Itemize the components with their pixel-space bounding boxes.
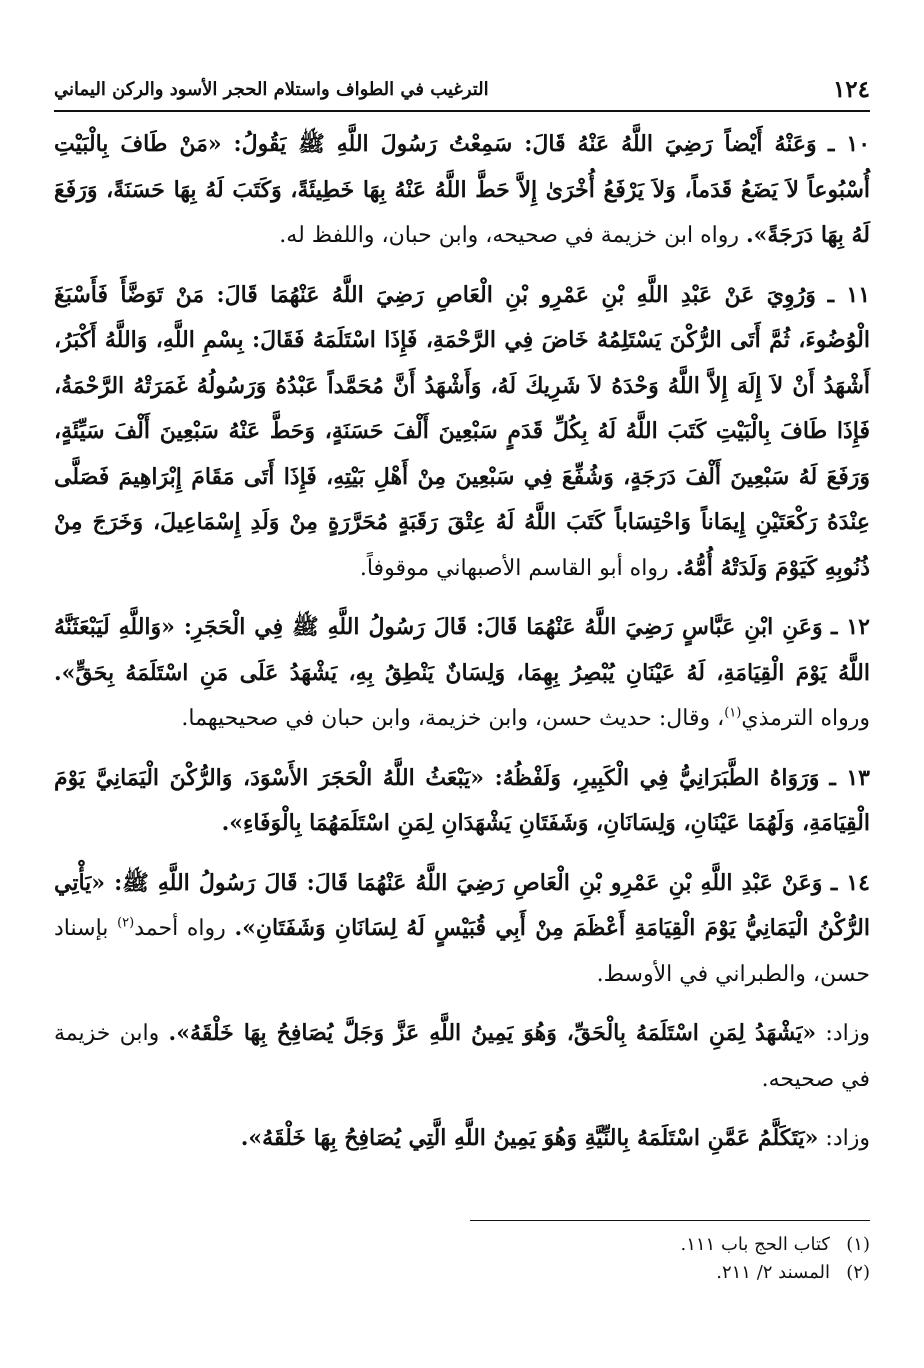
footnote-ref-1[interactable]: (١): [724, 705, 742, 721]
hadith-13: [54, 756, 870, 847]
hadith-number: ١٤ ـ: [830, 869, 870, 896]
footnote-text: كتاب الحج باب ١١١.: [680, 1234, 830, 1255]
hadith-text: وَرَوَاهُ الطَّبَرَانِيُّ فِي الْكَبِيرِ، وَلَفْظُهُ: «يَبْعَثُ اللَّهُ الْحَجَرَ الأَسْوَدَ، وَالرُّكْنَ الْيَمَانِيَّ يَوْمَ الْقِيَامَةِ، وَلَهُمَا عَيْنَانِ، وَلِسَانَانِ، وَشَفَتَانِ يَشْهَدَانِ لِمَنِ اسْتَلَمَهُمَا بِالْوَفَاءِ».: [54, 764, 870, 836]
hadith-number: ١٢ ـ: [830, 614, 870, 640]
running-header: [54, 76, 870, 112]
hadith-number: ١١ ـ: [827, 281, 871, 308]
footnote-mark: (٢): [846, 1262, 870, 1283]
addendum-text: «يَتَكَلَّمُ عَمَّنِ اسْتَلَمَهُ بِالنِّيَّةِ وَهُوَ يَمِينُ اللَّهِ الَّتِي يُصَافِحُ بِهَا خَلْقَهُ».: [240, 1125, 819, 1151]
addendum-prefix: وزاد:: [816, 1021, 871, 1046]
addendum-prefix: وزاد:: [818, 1126, 870, 1151]
hadith-text: وَعَنْهُ أَيْضاً رَضِيَ اللَّهُ عَنْهُ قَالَ: سَمِعْتُ رَسُولَ اللَّهِ ﷺ يَقُولُ: «مَنْ طَافَ بِالْبَيْتِ أُسْبُوعاً لاَ يَضَعُ قَدَماً، وَلاَ يَرْفَعُ أُخْرَىٰ إِلاَّ حَطَّ اللَّهُ عَنْهُ بِهَا خَطِيئَةً، وَكَتَبَ لَهُ بِهَا حَسَنَةً، وَرَفَعَ لَهُ بِهَا دَرَجَةً».: [54, 131, 870, 248]
hadith-text: وَرُوِيَ عَنْ عَبْدِ اللَّهِ بْنِ عَمْرِو بْنِ الْعَاصِ رَضِيَ اللَّهُ عَنْهُمَا قَالَ: مَنْ تَوَضَّأَ فَأَسْبَغَ الْوُضُوءَ، ثُمَّ أَتَى الرُّكْنَ يَسْتَلِمُهُ خَاضَ فِي الرَّحْمَةِ، فَإِذَا اسْتَلَمَهُ فَقَالَ: بِسْمِ اللَّهِ، وَاللَّهُ أَكْبَرُ، أَشْهَدُ أَنْ لاَ إِلَهَ إِلاَّ اللَّهُ وَحْدَهُ لاَ شَرِيكَ لَهُ، وَأَشْهَدُ أَنَّ مُحَمَّداً عَبْدُهُ وَرَسُولُهُ غَمَرَتْهُ الرَّحْمَةُ، فَإِذَا طَافَ بِالْبَيْتِ كَتَبَ اللَّهُ لَهُ بِكُلِّ قَدَمٍ سَبْعِينَ أَلْفَ حَسَنَةٍ، وَحَطَّ عَنْهُ سَبْعِينَ أَلْفَ سَيِّئَةٍ، وَرَفَعَ لَهُ سَبْعِينَ أَلْفَ دَرَجَةٍ، وَشُفِّعَ فِي سَبْعِينَ مِنْ أَهْلِ بَيْتِهِ، فَإِذَا أَتَى مَقَامَ إِبْرَاهِيمَ فَصَلَّى عِنْدَهُ رَكْعَتَيْنِ إِيمَاناً وَاحْتِسَاباً كَتَبَ اللَّهُ لَهُ عِتْقَ رَقَبَةٍ مُحَرَّرَةٍ مِنْ وَلَدِ إِسْمَاعِيلَ، وَخَرَجَ مِنْ ذُنُوبِهِ كَيَوْمَ وَلَدَتْهُ أُمُّهُ.: [54, 281, 870, 581]
hadith-text: وَعَنِ ابْنِ عَبَّاسٍ رَضِيَ اللَّهُ عَنْهُمَا قَالَ: قَالَ رَسُولُ اللَّهِ ﷺ فِي الْحَجَرِ: «وَاللَّهِ لَيَبْعَثَنَّهُ اللَّهُ يَوْمَ الْقِيَامَةِ، لَهُ عَيْنَانِ يُبْصِرُ بِهِمَا، وَلِسَانٌ يَنْطِقُ بِهِ، يَشْهَدُ عَلَى مَنِ اسْتَلَمَهُ بِحَقٍّ».: [54, 614, 870, 686]
hadith-14: [54, 861, 870, 998]
addendum-source: وابن خزيمة في صحيحه.: [54, 1021, 870, 1092]
hadith-11: [54, 273, 870, 592]
hadith-source: رواه أبو القاسم الأصبهاني موقوفاً.: [359, 555, 676, 581]
addendum-text: «يَشْهَدُ لِمَنِ اسْتَلَمَهُ بِالْحَقِّ، وَهُوَ يَمِينُ اللَّهِ عَزَّ وَجَلَّ يُصَافِحُ بِهَا خَلْقَهُ».: [168, 1020, 817, 1046]
hadith-number: ١٣ ـ: [829, 764, 870, 791]
hadith-source-cont: بإسناد حسن، والطبراني في الأوسط.: [54, 916, 870, 987]
addendum-1: [54, 1011, 870, 1102]
running-title: الترغيب في الطواف واستلام الحجر الأسود والركن اليماني: [54, 79, 489, 100]
footnote-2: [470, 1259, 870, 1287]
page-number: ١٢٤: [832, 76, 870, 103]
hadith-source: ورواه الترمذي: [741, 706, 870, 731]
footnote-ref-2[interactable]: (٢): [117, 915, 135, 931]
footnote-1: [470, 1231, 870, 1259]
footnotes: [470, 1220, 870, 1287]
hadith-source: رواه ابن خزيمة في صحيحه، وابن حبان، واللفظ له.: [279, 223, 746, 248]
hadith-number: ١٠ ـ: [827, 131, 871, 157]
page-content: [54, 76, 870, 1176]
footnote-text: المسند ٢/ ٢١١.: [716, 1262, 830, 1283]
hadith-source-cont: ، وقال: حديث حسن، وابن خزيمة، وابن حبان في صحيحيهما.: [181, 706, 725, 731]
hadith-10: [54, 122, 870, 259]
hadith-12: [54, 605, 870, 742]
addendum-2: [54, 1116, 870, 1162]
footnote-mark: (١): [846, 1234, 870, 1255]
hadith-source: رواه أحمد: [134, 916, 235, 941]
hadith-text: وَعَنْ عَبْدِ اللَّهِ بْنِ عَمْرِو بْنِ الْعَاصِ رَضِيَ اللَّهُ عَنْهُمَا قَالَ: قَالَ رَسُولُ اللَّهِ ﷺ: «يَأْتِي الرُّكْنُ الْيَمَانِيُّ يَوْمَ الْقِيَامَةِ أَعْظَمَ مِنْ أَبِي قُبَيْسٍ لَهُ لِسَانَانِ وَشَفَتَانِ».: [54, 869, 870, 941]
